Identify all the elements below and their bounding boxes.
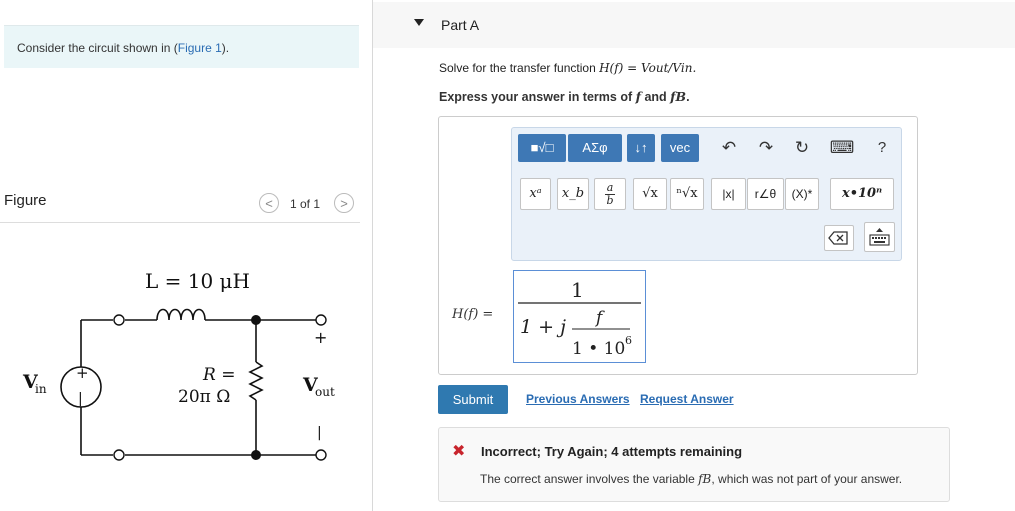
reset-icon[interactable]: ↻ — [794, 138, 810, 157]
vout-subscript: out — [315, 385, 335, 399]
resistor-zigzag — [250, 362, 262, 400]
source-minus: | — [78, 391, 83, 407]
expr-inner-denominator: 1 • 10 — [572, 339, 626, 359]
scientific-notation-button[interactable]: x•10ⁿ — [830, 178, 894, 210]
polar-button[interactable]: r∠θ — [747, 178, 784, 210]
source-plus: + — [76, 364, 89, 382]
vector-button[interactable]: vec — [661, 134, 699, 162]
circuit-diagram — [0, 255, 360, 485]
expr-numerator: 1 — [571, 278, 584, 302]
vout-minus: | — [317, 425, 322, 441]
previous-answers-link[interactable]: Previous Answers — [526, 392, 630, 406]
feedback-detail: The correct answer involves the variable fB, which was not part of your answer. — [480, 472, 903, 486]
feedback-panel — [438, 427, 950, 502]
math-answer-input[interactable] — [513, 270, 646, 363]
vin-label: V — [23, 371, 38, 393]
redo-icon[interactable]: ↷ — [758, 138, 774, 157]
fraction-button[interactable]: a b — [594, 178, 626, 210]
figure-counter: 1 of 1 — [290, 197, 321, 211]
absolute-value-button[interactable]: |x| — [711, 178, 746, 210]
inductor-coil — [157, 310, 205, 321]
submit-button[interactable]: Submit — [438, 385, 508, 414]
undo-icon[interactable]: ↶ — [721, 138, 737, 157]
answer-label: H(f) = — [452, 307, 494, 322]
nth-root-button[interactable]: ⁿ√x — [670, 178, 704, 210]
help-icon[interactable]: ? — [877, 139, 887, 156]
question-formula: H(f) = Vout/Vin. — [599, 61, 697, 75]
virtual-keyboard-button[interactable] — [864, 222, 895, 252]
conjugate-button[interactable]: (X)* — [785, 178, 819, 210]
arrows-button[interactable]: ↓↑ — [627, 134, 655, 162]
backspace-icon — [825, 226, 853, 250]
figure-link[interactable]: Figure 1 — [177, 41, 222, 55]
figure-label: Figure — [4, 192, 47, 209]
intro-panel — [4, 25, 359, 68]
keyboard-shortcuts-icon[interactable]: ⌨ — [829, 138, 855, 157]
prev-figure-button[interactable]: < — [259, 193, 279, 213]
keyboard-icon — [865, 223, 894, 251]
feedback-title: Incorrect; Try Again; 4 attempts remaining — [481, 444, 743, 459]
expr-exponent: 6 — [625, 334, 632, 347]
part-title[interactable]: Part A — [441, 17, 480, 33]
vin-subscript: in — [35, 382, 47, 396]
expr-inner-numerator: f — [596, 308, 603, 328]
intro-text: Consider the circuit shown in (Figure 1). — [17, 41, 230, 55]
greek-symbols-button[interactable]: ΑΣφ — [568, 134, 622, 162]
vout-plus: + — [314, 328, 328, 347]
figure-header — [0, 182, 360, 223]
templates-button[interactable]: ■√□ — [518, 134, 566, 162]
vout-label: V — [303, 374, 318, 396]
resistor-label-bottom: 20π Ω — [178, 387, 231, 407]
instruction-text: Express your answer in terms of f and fB. — [439, 89, 690, 104]
inductor-label: L = 10 μH — [145, 269, 250, 293]
square-root-button[interactable]: √x — [633, 178, 667, 210]
subscript-button[interactable]: x_b — [557, 178, 589, 210]
error-x-icon: ✖ — [452, 443, 466, 460]
next-figure-button[interactable]: > — [334, 193, 354, 213]
request-answer-link[interactable]: Request Answer — [640, 392, 734, 406]
backspace-button[interactable] — [824, 225, 854, 251]
superscript-button[interactable]: xᵃ — [520, 178, 551, 210]
resistor-label-top: R = — [203, 365, 236, 385]
expr-one-plus-j: 1 + j — [520, 316, 566, 338]
collapse-caret-icon[interactable] — [414, 19, 424, 26]
question-text: Solve for the transfer function H(f) = Vout/Vin. — [439, 61, 697, 75]
answer-expression — [514, 271, 645, 362]
left-pane — [0, 0, 373, 511]
